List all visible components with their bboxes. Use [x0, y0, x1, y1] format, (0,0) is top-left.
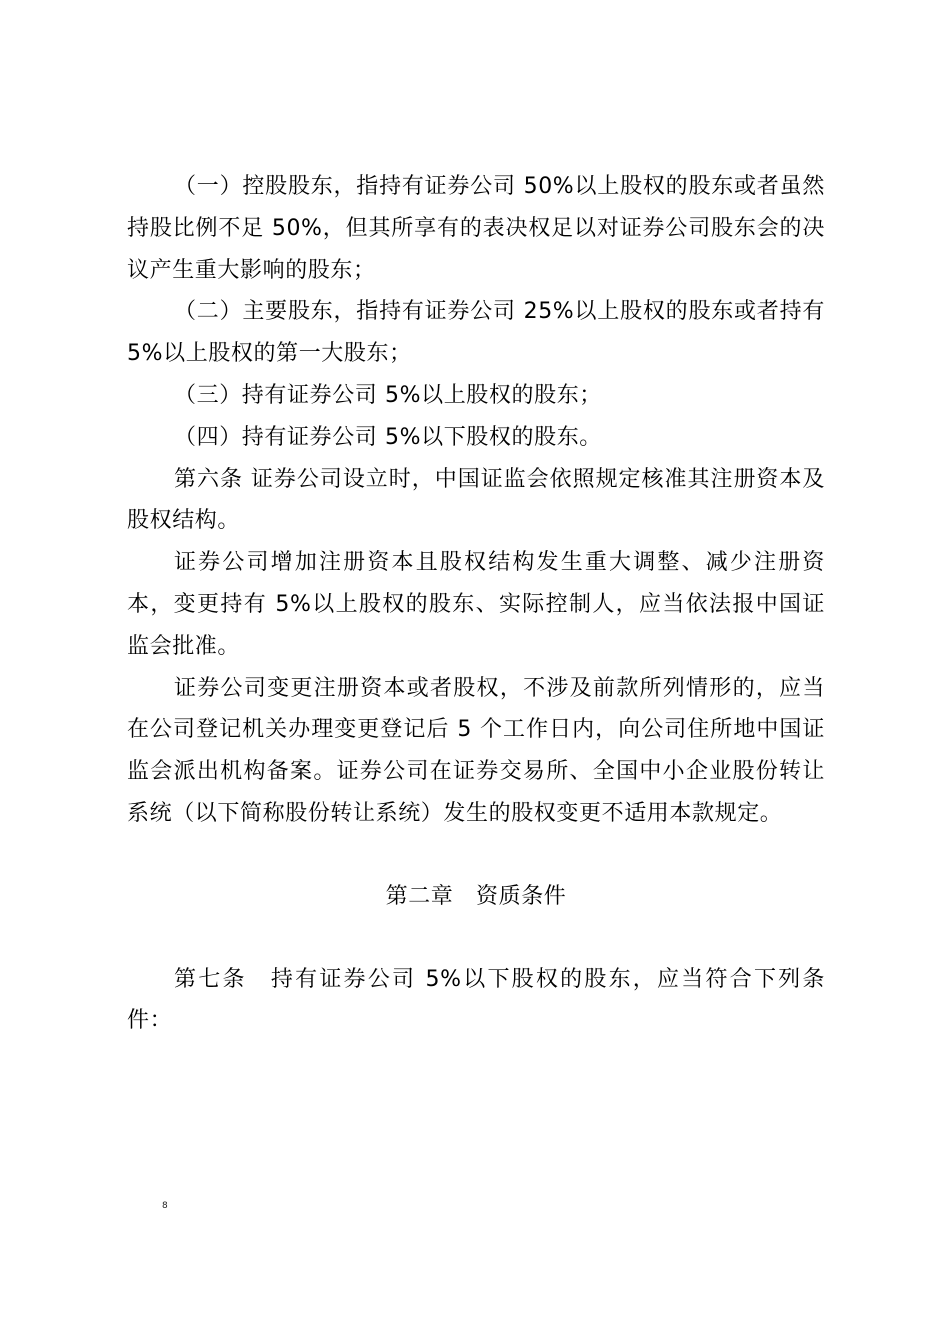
page-number: 8 [162, 1201, 168, 1211]
paragraph-article-six: 第六条 证券公司设立时，中国证监会依照规定核准其注册资本及股权结构。 [127, 466, 825, 534]
paragraph-below-five-percent: （四）持有证券公司 5%以下股权的股东。 [174, 424, 602, 450]
chapter-heading: 第二章 资质条件 [385, 883, 567, 909]
paragraph-controlling-shareholder: （一）控股股东，指持有证券公司 50%以上股权的股东或者虽然持股比例不足 50%，但其所享有的表决权足以对证券公司股东会的决议产生重大影响的股东； [127, 174, 825, 283]
document-body [127, 166, 825, 1042]
paragraph-major-shareholder: （二）主要股东，指持有证券公司 25%以上股权的股东或者持有 5%以上股权的第一大股东； [127, 299, 825, 367]
paragraph-filing-requirement: 证券公司变更注册资本或者股权，不涉及前款所列情形的，应当在公司登记机关办理变更登记后 5 个工作日内，向公司住所地中国证监会派出机构备案。证券公司在证券交易所、全国中小企业股份转让系统（以下简称股份转让系统）发生的股权变更不适用本款规定。 [127, 675, 825, 826]
paragraph-article-seven: 第七条 持有证券公司 5%以下股权的股东，应当符合下列条件： [127, 966, 825, 1034]
paragraph-registered-capital-change: 证券公司增加注册资本且股权结构发生重大调整、减少注册资本，变更持有 5%以上股权的股东、实际控制人，应当依法报中国证监会批准。 [127, 550, 825, 659]
paragraph-above-five-percent: （三）持有证券公司 5%以上股权的股东； [174, 382, 602, 408]
